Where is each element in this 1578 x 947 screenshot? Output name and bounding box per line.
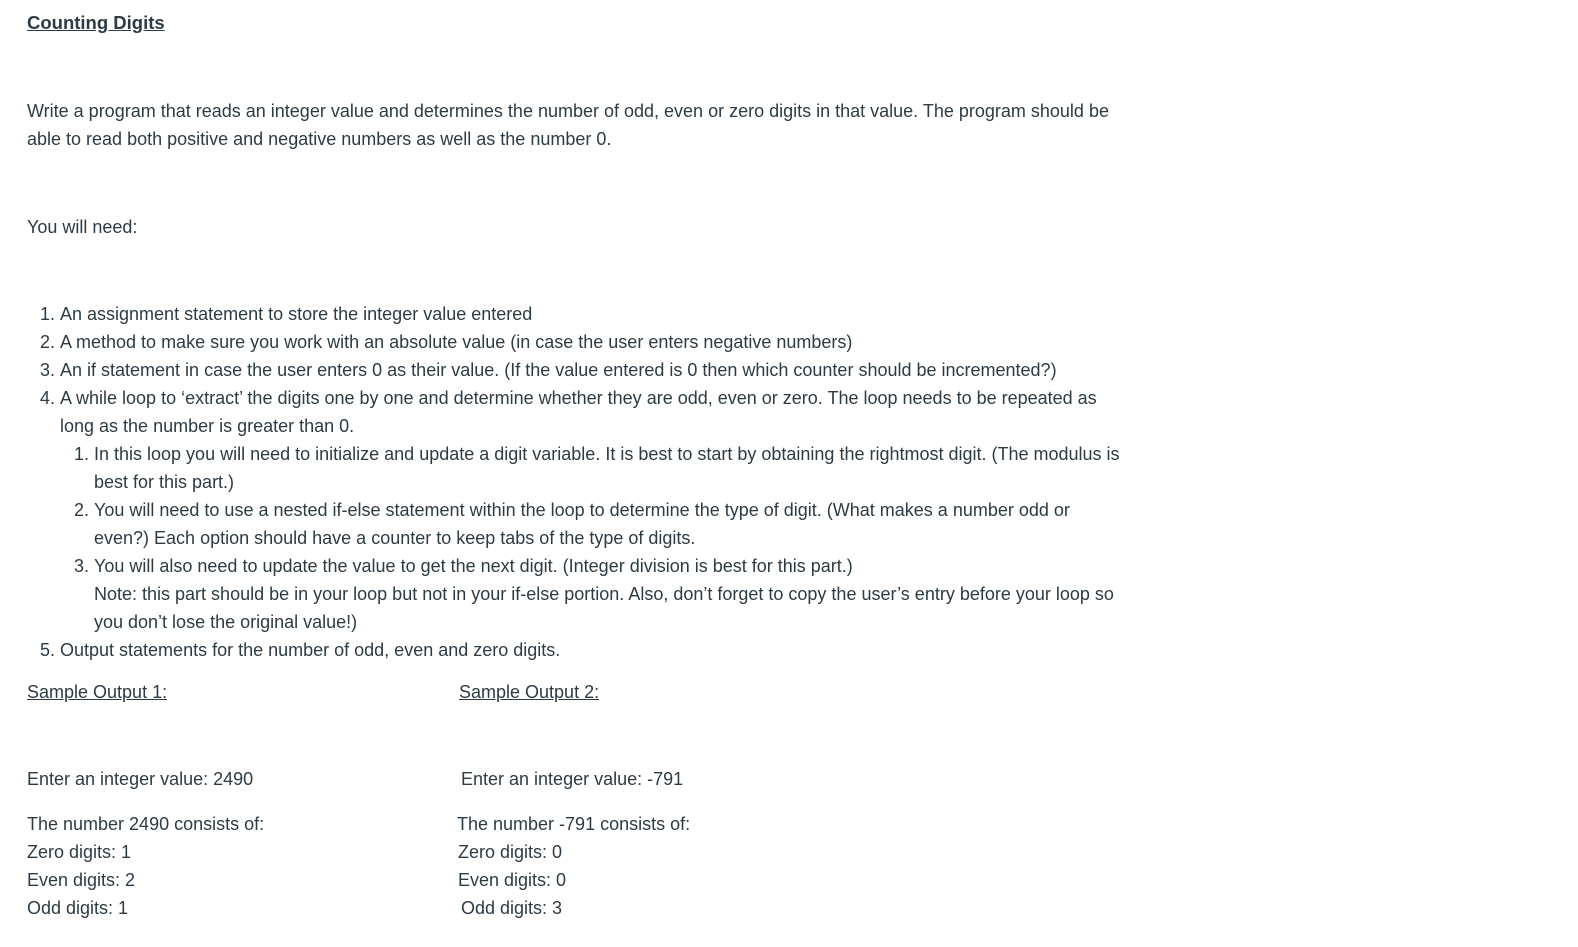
list-marker: 1. — [74, 444, 90, 464]
list-item-text: An assignment statement to store the integer value entered — [60, 304, 533, 324]
intro-line-2: able to read both positive and negative numbers as well as the number 0. — [27, 129, 612, 149]
sub-list-item — [74, 496, 1180, 552]
sample-2-even-digits: Even digits: 0 — [458, 870, 567, 890]
list-item-text: even?) Each option should have a counter to keep tabs of the type of digits. — [94, 528, 696, 548]
list-item-text: you don’t lose the original value!) — [94, 612, 358, 632]
list-item — [40, 356, 1180, 384]
sample-output-1-heading: Sample Output 1: — [27, 682, 168, 702]
intro-line-1: Write a program that reads an integer value and determines the number of odd, even or zero digits in that value. The program should be — [27, 101, 1109, 121]
list-marker: 2. — [74, 500, 90, 520]
page-title: Counting Digits — [27, 12, 165, 33]
list-item-text: Output statements for the number of odd, even and zero digits. — [60, 640, 561, 660]
list-item-text: A while loop to ‘extract’ the digits one by one and determine whether they are odd, even or zero. The loop needs to be repeated as — [60, 388, 1097, 408]
sample-1-odd-digits: Odd digits: 1 — [27, 898, 129, 918]
list-item — [40, 300, 1180, 328]
sample-2-odd-digits: Odd digits: 3 — [461, 898, 563, 918]
sample-2-consists: The number -791 consists of: — [457, 814, 691, 834]
list-item-text: best for this part.) — [94, 472, 235, 492]
list-item — [40, 636, 1180, 664]
sample-1-prompt: Enter an integer value: 2490 — [27, 769, 254, 789]
sample-1-even-digits: Even digits: 2 — [27, 870, 136, 890]
list-marker: 3. — [40, 360, 56, 380]
list-item — [40, 384, 1180, 440]
list-item-text: long as the number is greater than 0. — [60, 416, 355, 436]
list-item-text: In this loop you will need to initialize and update a digit variable. It is best to start by obtaining the rightmost digit. (The modulus is — [94, 444, 1120, 464]
list-item-text: A method to make sure you work with an absolute value (in case the user enters negative numbers) — [60, 332, 853, 352]
list-marker: 1. — [40, 304, 56, 324]
sample-2-zero-digits: Zero digits: 0 — [458, 842, 563, 862]
list-marker: 4. — [40, 388, 56, 408]
list-item-text: Note: this part should be in your loop but not in your if-else portion. Also, don’t forget to copy the user’s entry before your loop so — [94, 584, 1114, 604]
sample-2-prompt: Enter an integer value: -791 — [461, 769, 684, 789]
list-item-text: An if statement in case the user enters 0 as their value. (If the value entered is 0 then which counter should be incremented?) — [60, 360, 1057, 380]
need-label: You will need: — [27, 217, 138, 237]
sub-list-item — [74, 440, 1180, 496]
requirements-list — [40, 300, 1180, 664]
list-marker: 2. — [40, 332, 56, 352]
list-item-text: You will also need to update the value to get the next digit. (Integer division is best for this part.) — [94, 556, 853, 576]
sample-1-zero-digits: Zero digits: 1 — [27, 842, 132, 862]
list-item-text: You will need to use a nested if-else statement within the loop to determine the type of digit. (What makes a number odd or — [94, 500, 1070, 520]
list-marker: 3. — [74, 556, 90, 576]
list-item — [40, 328, 1180, 356]
sample-1-consists: The number 2490 consists of: — [27, 814, 265, 834]
list-marker: 5. — [40, 640, 56, 660]
sample-output-2-heading: Sample Output 2: — [459, 682, 600, 702]
sub-list-item — [74, 552, 1180, 636]
